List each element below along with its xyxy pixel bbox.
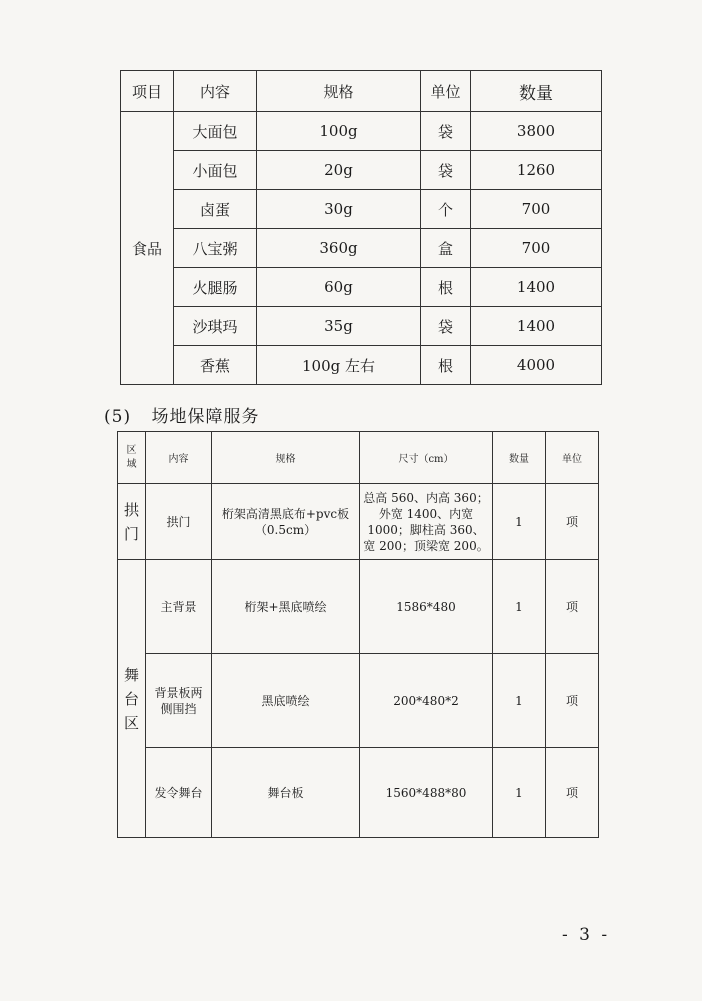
header-content: 内容 [146,432,212,484]
content-cell: 沙琪玛 [174,307,257,346]
size-cell: 200*480*2 [360,654,493,748]
content-cell: 大面包 [174,112,257,151]
table-row [118,748,599,838]
spec-cell: 桁架+黑底喷绘 [212,560,360,654]
spec-cell: 30g [257,190,421,229]
unit-cell: 项 [546,748,599,838]
content-cell: 背景板两侧围挡 [146,654,212,748]
unit-cell: 个 [421,190,471,229]
quantity-cell: 4000 [471,346,602,385]
section-title: 场地保障服务 [151,407,260,427]
table-row [121,229,602,268]
header-area: 区 域 [118,432,146,484]
content-cell: 小面包 [174,151,257,190]
page-number: - 3 - [562,925,611,945]
header-spec: 规格 [257,71,421,112]
spec-cell: 60g [257,268,421,307]
table-row [121,268,602,307]
table-row [118,560,599,654]
table-row [121,190,602,229]
header-quantity: 数量 [493,432,546,484]
spec-cell: 35g [257,307,421,346]
unit-cell: 根 [421,346,471,385]
content-cell: 香蕉 [174,346,257,385]
header-size: 尺寸（cm） [360,432,493,484]
content-cell: 卤蛋 [174,190,257,229]
spec-cell: 黑底喷绘 [212,654,360,748]
header-quantity: 数量 [471,71,602,112]
content-cell: 火腿肠 [174,268,257,307]
unit-cell: 项 [546,560,599,654]
spec-cell: 舞台板 [212,748,360,838]
size-cell: 总高 560、内高 360； 外宽 1400、内宽 1000；脚柱高 360、 宽 200；顶梁宽 200。 [360,484,493,560]
section-heading [104,402,260,427]
area-cell-arch: 拱 门 [118,484,146,560]
header-item: 项目 [121,71,174,112]
unit-cell: 根 [421,268,471,307]
header-unit: 单位 [546,432,599,484]
header-spec: 规格 [212,432,360,484]
size-cell: 1586*480 [360,560,493,654]
spec-cell: 100g [257,112,421,151]
unit-cell: 袋 [421,151,471,190]
table-row [121,151,602,190]
size-cell: 1560*488*80 [360,748,493,838]
quantity-cell: 1 [493,560,546,654]
table-row [118,484,599,560]
content-cell: 主背景 [146,560,212,654]
unit-cell: 袋 [421,307,471,346]
table-row [121,346,602,385]
category-cell: 食品 [121,112,174,385]
food-supply-table [120,70,602,385]
spec-cell: 20g [257,151,421,190]
unit-cell: 盒 [421,229,471,268]
quantity-cell: 1400 [471,307,602,346]
table-header-row [121,71,602,112]
quantity-cell: 700 [471,229,602,268]
unit-cell: 项 [546,654,599,748]
unit-cell: 袋 [421,112,471,151]
content-cell: 八宝粥 [174,229,257,268]
quantity-cell: 700 [471,190,602,229]
quantity-cell: 1 [493,654,546,748]
header-content: 内容 [174,71,257,112]
table-row [121,112,602,151]
quantity-cell: 3800 [471,112,602,151]
venue-service-table [117,431,599,838]
quantity-cell: 1400 [471,268,602,307]
table-header-row [118,432,599,484]
spec-cell: 100g 左右 [257,346,421,385]
content-cell: 拱门 [146,484,212,560]
section-number: (5) [104,407,132,427]
table-row [118,654,599,748]
unit-cell: 项 [546,484,599,560]
spec-cell: 桁架高清黑底布+pvc板（0.5cm） [212,484,360,560]
quantity-cell: 1 [493,484,546,560]
quantity-cell: 1 [493,748,546,838]
area-cell-stage: 舞 台 区 [118,560,146,838]
header-unit: 单位 [421,71,471,112]
spec-cell: 360g [257,229,421,268]
table-row [121,307,602,346]
content-cell: 发令舞台 [146,748,212,838]
quantity-cell: 1260 [471,151,602,190]
